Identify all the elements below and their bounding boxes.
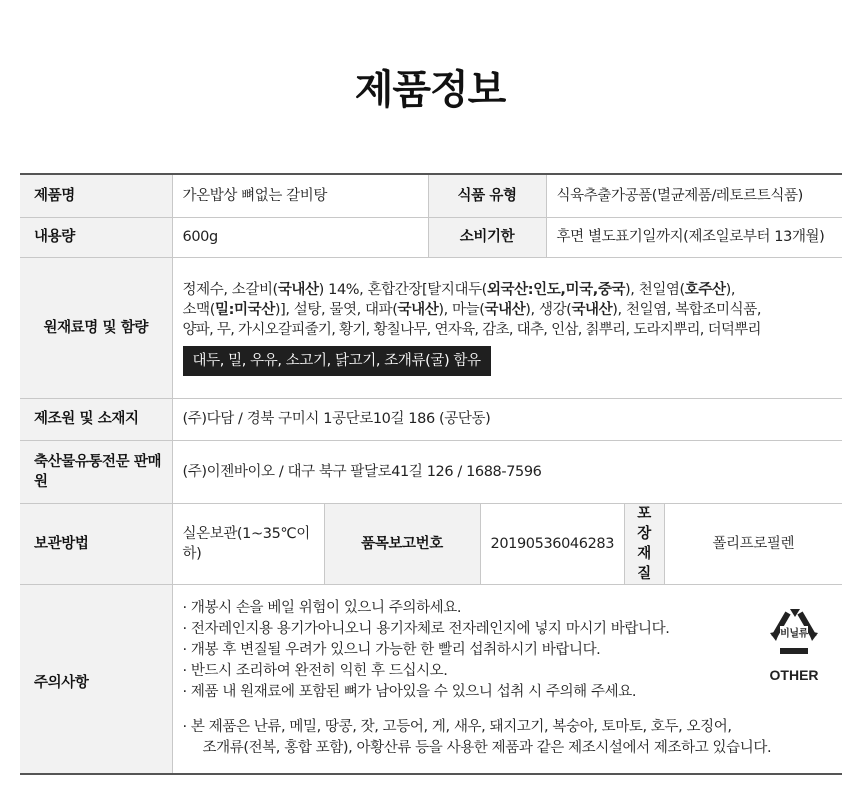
packaging-value: 폴리프로필렌 [664, 503, 842, 584]
food-type-value: 식육추출가공품(멸균제품/레토르트식품) [546, 174, 842, 217]
ingredients-cell [172, 257, 842, 398]
row-storage [20, 503, 842, 584]
seller-label: 축산물유통전문 판매원 [20, 440, 172, 503]
report-number-value: 20190536046283 [480, 503, 624, 584]
row-volume [20, 217, 842, 257]
row-caution [20, 584, 842, 774]
product-name-label: 제품명 [20, 174, 172, 217]
storage-value: 실온보관(1~35℃이하) [172, 503, 324, 584]
ingredients-line-1: 정제수, 소갈비(국내산) 14%, 혼합간장[탈지대두(외국산:인도,미국,중국), 천일염(호주산), [182, 281, 736, 298]
recycle-material-text: 비닐류 [780, 628, 808, 639]
caution-label: 주의사항 [20, 584, 172, 774]
ingredients-line-2: 소맥(밀:미국산)], 설탕, 물엿, 대파(국내산), 마늘(국내산), 생강(국내산), 천일염, 복합조미식품, [182, 301, 762, 318]
product-info-table [20, 173, 842, 775]
row-product-name [20, 174, 842, 217]
row-seller [20, 440, 842, 503]
seller-value: (주)이젠바이오 / 대구 북구 팔달로41길 126 / 1688-7596 [172, 440, 842, 503]
report-number-label: 품목보고번호 [324, 503, 480, 584]
allergy-facility-note-continued: 조개류(전복, 홍합 포함), 아황산류 등을 사용한 제품과 같은 제조시설에서 제조하고 있습니다. [202, 740, 772, 757]
volume-value: 600g [172, 217, 428, 257]
food-type-label: 식품 유형 [428, 174, 546, 217]
caution-note: · 전자레인지용 용기가아니오니 용기자체로 전자레인지에 넣지 마시기 바랍니다. [182, 621, 670, 638]
ingredients-line-3: 양파, 무, 가시오갈피줄기, 황기, 황칠나무, 연자육, 감초, 대추, 인삼, 칡뿌리, 도라지뿌리, 더덕뿌리 [182, 321, 761, 338]
recycle-code-label: OTHER [769, 666, 819, 683]
allergy-facility-note: · 본 제품은 난류, 메밀, 땅콩, 잣, 고등어, 게, 새우, 돼지고기, 복숭아, 토마토, 호두, 오징어, [182, 719, 732, 736]
caution-cell [172, 584, 842, 774]
recycle-mark [762, 607, 826, 685]
page-title: 제품정보 [354, 67, 506, 113]
expiry-value: 후면 별도표기일까지(제조일로부터 13개월) [546, 217, 842, 257]
storage-label: 보관방법 [20, 503, 172, 584]
row-manufacturer [20, 398, 842, 440]
volume-label: 내용량 [20, 217, 172, 257]
recycle-triangle-icon [766, 607, 822, 657]
row-ingredients [20, 257, 842, 398]
expiry-label: 소비기한 [428, 217, 546, 257]
caution-note: · 반드시 조리하여 완전히 익힌 후 드십시오. [182, 663, 448, 680]
packaging-label: 포장재질 [624, 503, 664, 584]
allergen-badge: 대두, 밀, 우유, 소고기, 닭고기, 조개류(굴) 함유 [183, 346, 491, 376]
manufacturer-value: (주)다담 / 경북 구미시 1공단로10길 186 (공단동) [172, 398, 842, 440]
manufacturer-label: 제조원 및 소재지 [20, 398, 172, 440]
caution-note: · 제품 내 원재료에 포함된 뼈가 남아있을 수 있으니 섭취 시 주의해 주세요. [182, 684, 637, 701]
caution-note: · 개봉시 손을 베일 위험이 있으니 주의하세요. [182, 600, 462, 617]
product-name-value: 가온밥상 뼈없는 갈비탕 [172, 174, 428, 217]
ingredients-label: 원재료명 및 함량 [20, 257, 172, 398]
caution-note: · 개봉 후 변질될 우려가 있으니 가능한 한 빨리 섭취하시기 바랍니다. [182, 642, 601, 659]
